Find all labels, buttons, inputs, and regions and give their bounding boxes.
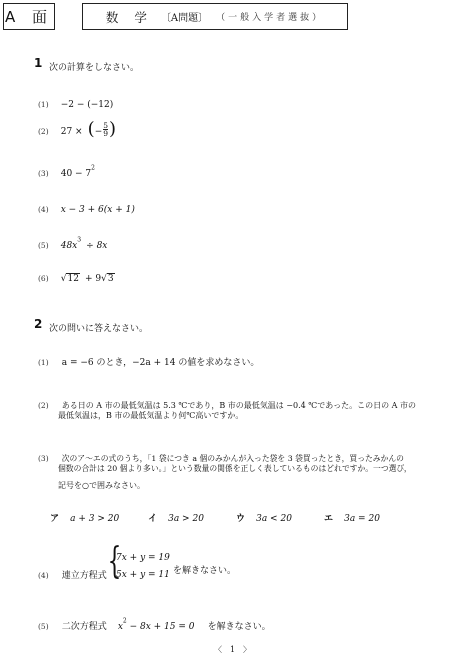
- choice-label: イ: [148, 514, 158, 524]
- selection-type: （一般入学者選抜）: [216, 13, 325, 23]
- item-expression: x − 3 + 6(x + 1): [60, 205, 135, 215]
- q1-item-4: [38, 197, 135, 216]
- part-label: (2): [38, 401, 49, 410]
- part-tail: を解きなさい。: [173, 566, 237, 576]
- open-paren: (: [87, 118, 95, 140]
- item-expression-a: 48x: [60, 241, 78, 251]
- title-box: [82, 3, 348, 30]
- choice-label: エ: [324, 514, 334, 524]
- item-label: (3): [38, 169, 49, 178]
- page-number: 〈 1 〉: [213, 645, 252, 654]
- fraction-denominator: 9: [103, 129, 109, 138]
- q1-item-5: [38, 233, 107, 252]
- item-exponent: 3: [77, 236, 82, 244]
- choice-expression: a + 3 > 20: [70, 514, 120, 524]
- part-text-line-2: 最低気温は，B 市の最低気温より何℃高いですか。: [58, 411, 244, 420]
- part-tail: を解きなさい。: [207, 622, 271, 632]
- problem-type: 〔A問題〕: [160, 13, 209, 24]
- part-text-line-3: 記号を○で囲みなさい。: [58, 481, 145, 490]
- item-middle: + 9: [85, 274, 102, 284]
- item-expression-b: ÷ 8x: [86, 241, 108, 251]
- radicand-2: 3: [107, 274, 114, 284]
- choice-u[interactable]: [236, 506, 292, 525]
- fraction-sign: −: [94, 127, 103, 137]
- q1-item-1: [38, 92, 113, 111]
- item-exponent: 2: [91, 164, 95, 172]
- choice-expression: 3a = 20: [344, 514, 380, 524]
- subject-title: 数 学: [105, 9, 153, 25]
- choice-a[interactable]: [50, 506, 119, 525]
- part-lead: 二次方程式: [61, 622, 107, 632]
- item-expression: 40 − 7: [60, 169, 92, 179]
- question-number: 1: [34, 56, 43, 70]
- equation-a: x: [117, 622, 123, 632]
- part-text-line-1: ある日の A 市の最低気温は 5.3 ℃であり，B 市の最低気温は −0.4 ℃であった。この日の A 市の: [61, 401, 417, 410]
- equation-2: 5x + y = 11: [116, 570, 170, 580]
- section-label-box: [3, 3, 55, 30]
- q1-item-2: [38, 119, 116, 139]
- part-lead: 連立方程式: [61, 571, 107, 581]
- part-label: (5): [38, 622, 49, 631]
- q2-part-4-label-row: [38, 563, 107, 582]
- equation-b: − 8x + 15 = 0: [126, 622, 195, 632]
- choice-expression: 3a < 20: [256, 514, 292, 524]
- part-label: (3): [38, 454, 49, 463]
- item-expression: −2 − (−12): [60, 100, 114, 110]
- part-label: (1): [38, 358, 49, 367]
- fraction: [103, 122, 108, 138]
- question-number: 2: [34, 317, 43, 331]
- q2-part-5: [38, 614, 271, 633]
- choice-label: ウ: [236, 514, 246, 524]
- choice-label: ア: [50, 514, 60, 524]
- system-brace: {: [107, 541, 122, 582]
- item-label: (5): [38, 241, 49, 250]
- equation-exponent: 2: [122, 617, 127, 625]
- q1-item-3: [38, 161, 95, 180]
- close-paren: ): [109, 118, 117, 140]
- radicand-1: 12: [67, 274, 79, 284]
- choice-expression: 3a > 20: [168, 514, 204, 524]
- q2-part-1: [38, 350, 259, 369]
- equation-1: 7x + y = 19: [116, 553, 170, 563]
- part-text: a = −6 のとき，−2a + 14 の値を求めなさい。: [61, 358, 260, 368]
- part-label: (4): [38, 571, 49, 580]
- choice-e[interactable]: [324, 506, 380, 525]
- item-expression-lead: 27 ×: [60, 127, 83, 137]
- choice-i[interactable]: [148, 506, 204, 525]
- fraction-numerator: 5: [103, 120, 109, 130]
- item-label: (6): [38, 274, 49, 283]
- question-instruction: 次の問いに答えなさい。: [49, 324, 149, 334]
- section-label: A 面: [4, 8, 54, 26]
- question-instruction: 次の計算をしなさい。: [49, 63, 140, 73]
- item-label: (4): [38, 205, 49, 214]
- part-text-line-1: 次のア～エの式のうち，「1 袋につき a 個のみかんが入った袋を 3 袋買ったとき，買ったみかんの: [61, 454, 404, 463]
- item-label: (2): [38, 127, 49, 136]
- item-label: (1): [38, 100, 49, 109]
- q1-item-6: (6) √12 + 9√3: [38, 274, 114, 284]
- part-text-line-2: 個数の合計は 20 個より多い。」という数量の関係を正しく表しているものはどれですか。一つ選び，: [58, 464, 412, 473]
